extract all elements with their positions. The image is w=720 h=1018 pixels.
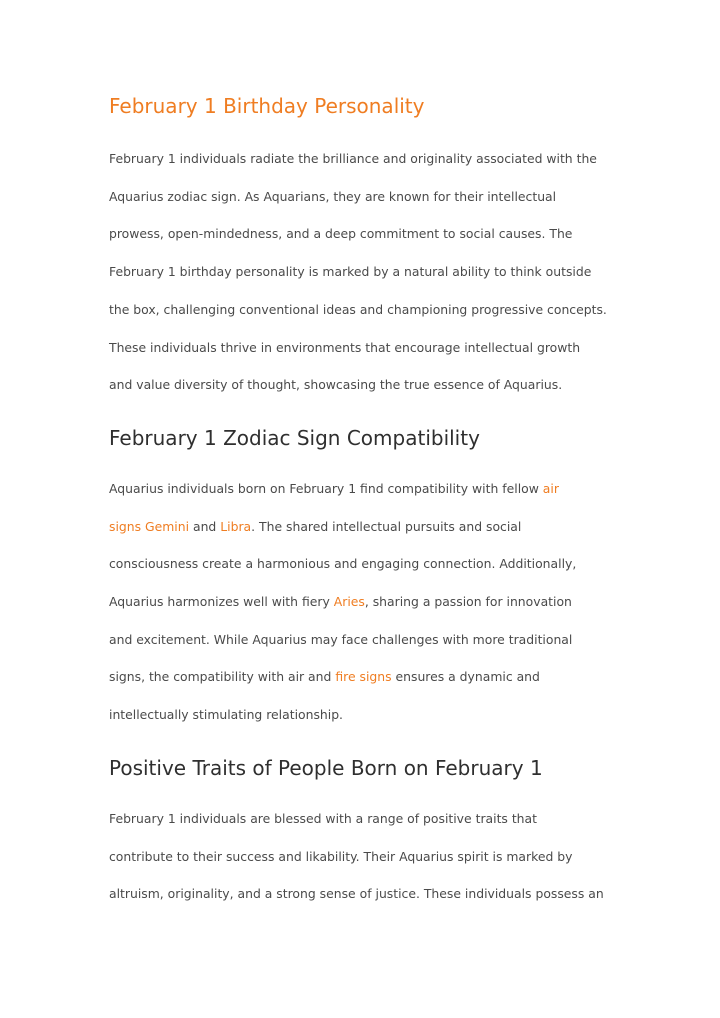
text-line: and excitement. While Aquarius may face challenges with more traditional	[109, 631, 573, 647]
text-line: and value diversity of thought, showcasing the true essence of Aquarius.	[109, 377, 563, 393]
section-birthday-personality	[109, 88, 629, 404]
heading-positive-traits: Positive Traits of People Born on February 1	[109, 755, 543, 780]
text-run: . The shared intellectual pursuits and social	[251, 518, 522, 534]
section-compatibility	[109, 420, 629, 734]
link-air-signs[interactable]: air	[542, 480, 559, 496]
text-run: Aquarius individuals born on February 1 find compatibility with fellow	[109, 480, 543, 496]
text-line: February 1 individuals are blessed with a range of positive traits that	[109, 810, 537, 826]
heading-birthday-personality: February 1 Birthday Personality	[109, 94, 425, 118]
text-line: contribute to their success and likability. Their Aquarius spirit is marked by	[109, 848, 573, 864]
text-line: altruism, originality, and a strong sense of justice. These individuals possess an	[109, 886, 604, 902]
heading-compatibility: February 1 Zodiac Sign Compatibility	[109, 425, 480, 450]
text-run: ensures a dynamic and	[391, 669, 540, 685]
text-run: Aquarius harmonizes well with fiery	[109, 594, 334, 610]
link-signs-gemini[interactable]: signs Gemini	[109, 518, 190, 534]
text-run: signs, the compatibility with air and	[109, 669, 336, 685]
link-libra[interactable]: Libra	[220, 518, 252, 534]
link-fire-signs[interactable]: fire signs	[335, 669, 392, 685]
paragraph-birthday-personality	[109, 140, 629, 404]
article-body	[109, 88, 629, 913]
text-line: the box, challenging conventional ideas and championing progressive concepts.	[109, 301, 607, 317]
section-positive-traits	[109, 750, 629, 913]
text-line	[109, 470, 629, 508]
paragraph-positive-traits	[109, 800, 629, 913]
text-run: and	[189, 518, 221, 534]
text-line: February 1 individuals radiate the brilliance and originality associated with the	[109, 151, 597, 166]
text-line: prowess, open-mindedness, and a deep commitment to social causes. The	[109, 226, 573, 242]
text-run: , sharing a passion for innovation	[364, 594, 572, 610]
link-aries[interactable]: Aries	[333, 594, 365, 610]
text-line: Aquarius zodiac sign. As Aquarians, they are known for their intellectual	[109, 188, 557, 204]
text-line: consciousness create a harmonious and engaging connection. Additionally,	[109, 556, 577, 572]
text-line: February 1 birthday personality is marked by a natural ability to think outside	[109, 264, 592, 280]
paragraph-compatibility	[109, 470, 629, 734]
text-line: These individuals thrive in environments that encourage intellectual growth	[109, 339, 581, 355]
text-line: intellectually stimulating relationship.	[109, 707, 344, 723]
text-line	[109, 508, 629, 546]
text-line	[109, 583, 629, 621]
text-line	[109, 658, 629, 696]
